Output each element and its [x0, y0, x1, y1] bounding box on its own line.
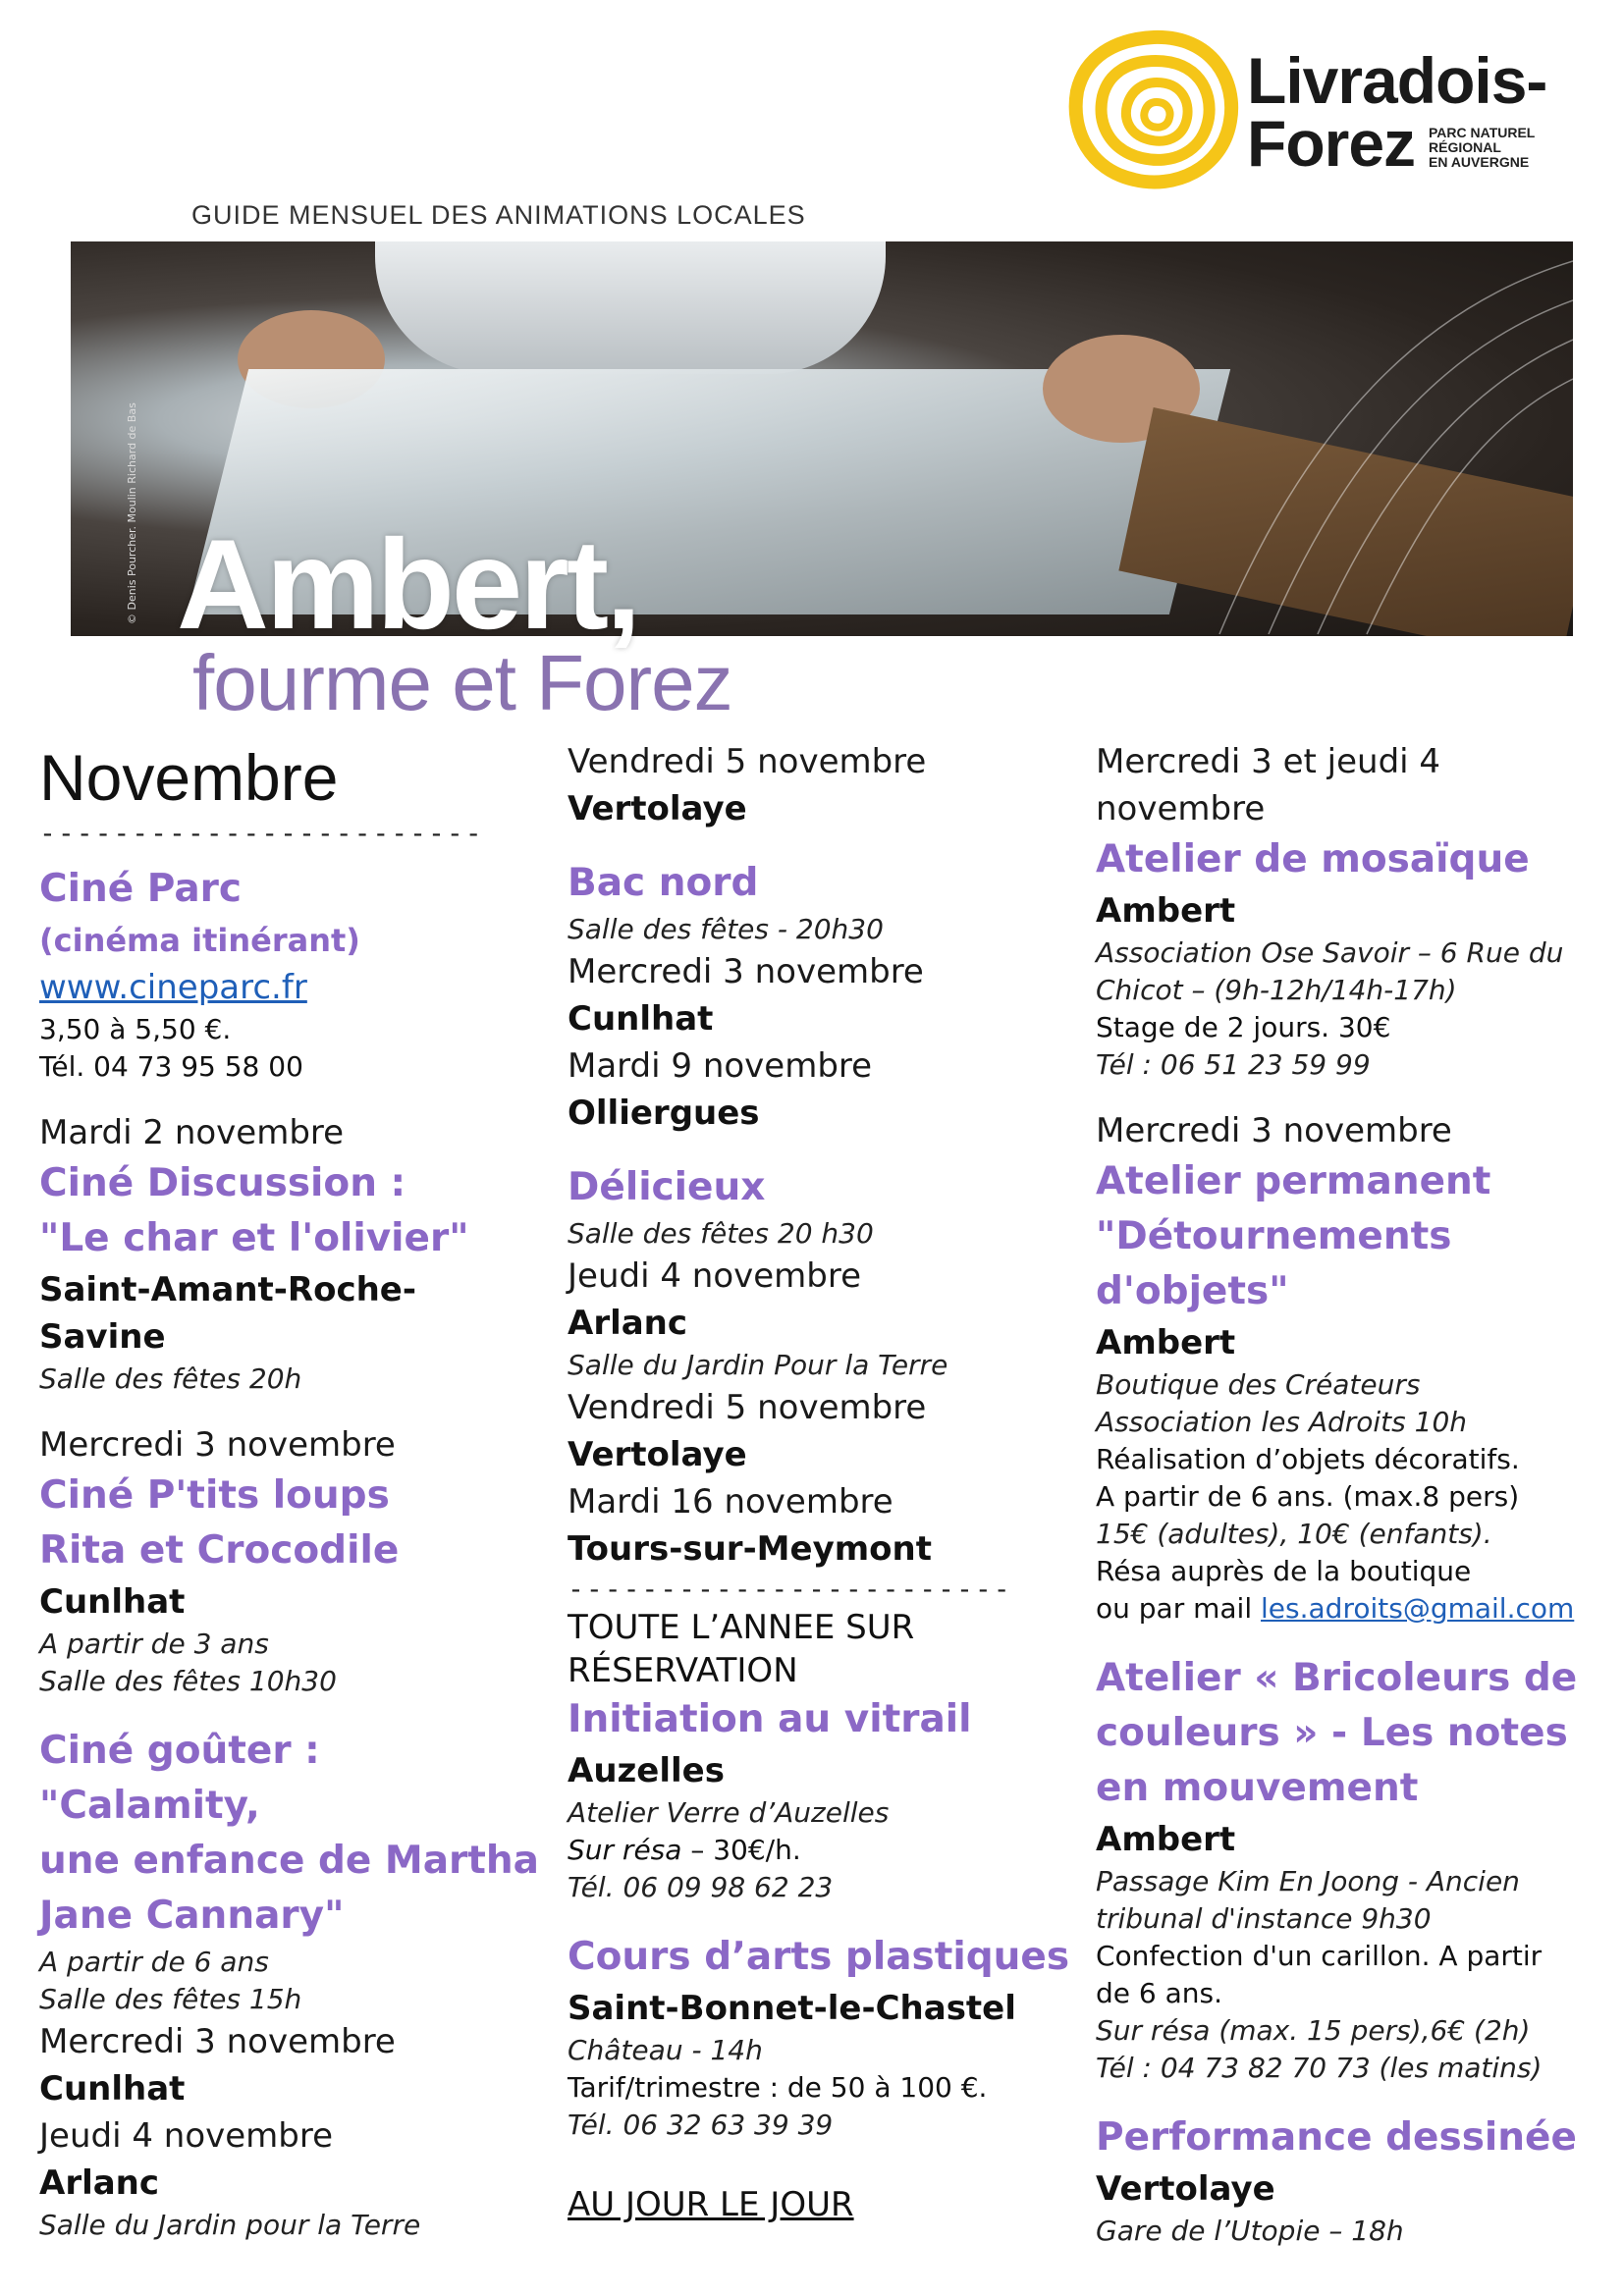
event-place: Tours-sur-Meymont	[568, 1529, 932, 1569]
event-place: Saint-Bonnet-le-Chastel	[568, 1989, 1016, 2028]
event-title: couleurs » - Les notes	[1096, 1711, 1568, 1755]
logo-sub-1: PARC NATUREL	[1429, 125, 1536, 140]
event-title: Ciné Discussion :	[39, 1161, 406, 1205]
event-date: Jeudi 4 novembre	[568, 1256, 862, 1296]
column-1	[39, 738, 550, 2244]
event-text	[1096, 1590, 1606, 1628]
section-heading-day: AU JOUR LE JOUR	[568, 2185, 854, 2224]
event-title: Ciné P'tits loups	[39, 1473, 390, 1518]
event-place: Ambert	[1096, 1323, 1236, 1362]
banner-subtitle: fourme et Forez	[192, 639, 732, 726]
event-place: Cunlhat	[39, 2069, 186, 2109]
event-title: Performance dessinée	[1096, 2115, 1577, 2160]
event-note: Association les Adroits 10h	[1096, 1406, 1468, 1438]
photo-credit: © Denis Pourcher. Moulin Richard de Bas	[126, 402, 138, 624]
tree-rings-logo-icon	[1065, 27, 1242, 194]
event-price: Tarif/trimestre : de 50 à 100 €.	[568, 2071, 988, 2104]
event-date: Jeudi 4 novembre	[39, 2116, 334, 2156]
event-place: Vertolaye	[1096, 2169, 1275, 2209]
column-2	[568, 738, 1078, 2228]
month-heading: Novembre	[39, 741, 339, 814]
event-note: Boutique des Créateurs	[1096, 1368, 1421, 1401]
event-title: "Détournements	[1096, 1214, 1452, 1258]
event-note: Salle du Jardin Pour la Terre	[568, 1349, 948, 1381]
logo-sub-3: EN AUVERGNE	[1429, 154, 1530, 170]
event-note: Château - 14h	[568, 2034, 763, 2066]
cine-tel: Tél. 04 73 95 58 00	[39, 1050, 303, 1083]
event-date: Mardi 2 novembre	[39, 1113, 345, 1152]
event-date: novembre	[1096, 789, 1266, 828]
shirt-shape	[375, 241, 886, 374]
event-note: Atelier Verre d’Auzelles	[568, 1796, 890, 1829]
event-note: Salle des fêtes 10h30	[39, 1665, 337, 1697]
event-note: Salle des fêtes 20h	[39, 1362, 302, 1395]
event-place: Saint-Amant-Roche-	[39, 1270, 416, 1309]
event-date: Mercredi 3 et jeudi 4	[1096, 742, 1441, 781]
event-place: Cunlhat	[39, 1582, 186, 1622]
event-text: Stage de 2 jours. 30€	[1096, 1011, 1391, 1043]
event-text: A partir de 6 ans. (max.8 pers)	[1096, 1480, 1520, 1513]
logo-line2: Forez	[1247, 107, 1416, 180]
event-place: Arlanc	[568, 1304, 688, 1343]
logo-sub-2: RÉGIONAL	[1429, 139, 1501, 155]
event-note: Salle des fêtes - 20h30	[568, 913, 884, 945]
event-title: Jane Cannary"	[39, 1894, 345, 1938]
event-place: Ambert	[1096, 1820, 1236, 1859]
event-date: Vendredi 5 novembre	[568, 1388, 927, 1427]
event-date: Vendredi 5 novembre	[568, 742, 927, 781]
event-note: Salle des fêtes 15h	[39, 1983, 302, 2015]
cine-price: 3,50 à 5,50 €.	[39, 1013, 232, 1045]
event-text: Résa auprès de la boutique	[1096, 1555, 1472, 1587]
section-heading: RÉSERVATION	[568, 1651, 798, 1690]
event-note: Association Ose Savoir – 6 Rue du	[1096, 936, 1564, 969]
event-note: Passage Kim En Joong - Ancien	[1096, 1865, 1520, 1897]
event-text: Réalisation d’objets décoratifs.	[1096, 1443, 1520, 1475]
event-date: Mardi 9 novembre	[568, 1046, 873, 1086]
event-text: de 6 ans.	[1096, 1977, 1223, 2009]
separator: ------------------------	[568, 1573, 1012, 1605]
mail-prefix: ou par mail	[1096, 1592, 1262, 1625]
event-title: Atelier de mosaïque	[1096, 837, 1530, 881]
event-date: Mercredi 3 novembre	[1096, 1111, 1452, 1150]
event-note: Salle du Jardin pour la Terre	[39, 2209, 421, 2241]
banner-title: Ambert,	[177, 512, 639, 656]
event-place: Cunlhat	[568, 999, 714, 1039]
event-tel: Tél. 06 09 98 62 23	[568, 1871, 834, 1903]
event-text: Confection d'un carillon. A partir	[1096, 1940, 1543, 1972]
event-title: Cours d’arts plastiques	[568, 1935, 1070, 1979]
email-link[interactable]: les.adroits@gmail.com	[1261, 1592, 1575, 1625]
guide-heading: GUIDE MENSUEL DES ANIMATIONS LOCALES	[191, 200, 806, 230]
event-tel: Tél : 06 51 23 59 99	[1096, 1048, 1371, 1081]
booking-note: Sur résa	[568, 1834, 682, 1866]
event-place: Arlanc	[39, 2163, 160, 2203]
event-note: 15€ (adultes), 10€ (enfants).	[1096, 1518, 1492, 1550]
event-date: Mercredi 3 novembre	[39, 1425, 396, 1465]
event-place: Ambert	[1096, 891, 1236, 931]
cineparc-link[interactable]: www.cineparc.fr	[39, 968, 307, 1007]
event-title: Ciné goûter : "Calamity,	[39, 1729, 320, 1828]
column-3	[1096, 738, 1606, 2250]
event-note: Gare de l’Utopie – 18h	[1096, 2215, 1404, 2247]
event-place: Olliergues	[568, 1094, 760, 1133]
event-title: Délicieux	[568, 1165, 766, 1209]
event-title: en mouvement	[1096, 1766, 1419, 1810]
event-place: Savine	[39, 1317, 166, 1357]
event-title: Bac nord	[568, 861, 759, 905]
cine-parc-title: Ciné Parc	[39, 867, 242, 911]
event-tel: Tél. 06 32 63 39 39	[568, 2109, 834, 2141]
event-price	[568, 1832, 1078, 1869]
event-date: Mardi 16 novembre	[568, 1482, 893, 1522]
event-note: Chicot – (9h-12h/14h-17h)	[1096, 974, 1457, 1006]
price-value: – 30€/h.	[681, 1834, 801, 1866]
event-title: Atelier permanent	[1096, 1159, 1491, 1203]
logo-line1: Livradois-	[1247, 44, 1547, 117]
park-logo	[1065, 27, 1576, 194]
event-tel: Tél : 04 73 82 70 73 (les matins)	[1096, 2052, 1543, 2084]
decorative-lines-icon	[1200, 241, 1573, 636]
event-place: Auzelles	[568, 1751, 725, 1790]
event-note: A partir de 3 ans	[39, 1628, 269, 1660]
event-place: Vertolaye	[568, 789, 747, 828]
event-title: Rita et Crocodile	[39, 1528, 400, 1573]
event-place: Vertolaye	[568, 1435, 747, 1474]
logo-subtitle	[1429, 126, 1535, 170]
event-note: tribunal d'instance 9h30	[1096, 1902, 1432, 1935]
event-title: "Le char et l'olivier"	[39, 1216, 469, 1260]
event-note: A partir de 6 ans	[39, 1946, 269, 1978]
cine-parc-subtitle: (cinéma itinérant)	[39, 922, 360, 959]
event-note: Salle des fêtes 20 h30	[568, 1217, 874, 1250]
event-title: Atelier « Bricoleurs de	[1096, 1656, 1578, 1700]
event-title: Initiation au vitrail	[568, 1697, 972, 1741]
event-note: Sur résa (max. 15 pers),6€ (2h)	[1096, 2014, 1531, 2047]
event-date: Mercredi 3 novembre	[39, 2022, 396, 2061]
event-date: Mercredi 3 novembre	[568, 952, 924, 991]
section-heading: TOUTE L’ANNEE SUR	[568, 1608, 915, 1647]
event-title: une enfance de Martha	[39, 1839, 539, 1883]
separator: ------------------------	[39, 817, 484, 849]
event-title: d'objets"	[1096, 1269, 1289, 1313]
